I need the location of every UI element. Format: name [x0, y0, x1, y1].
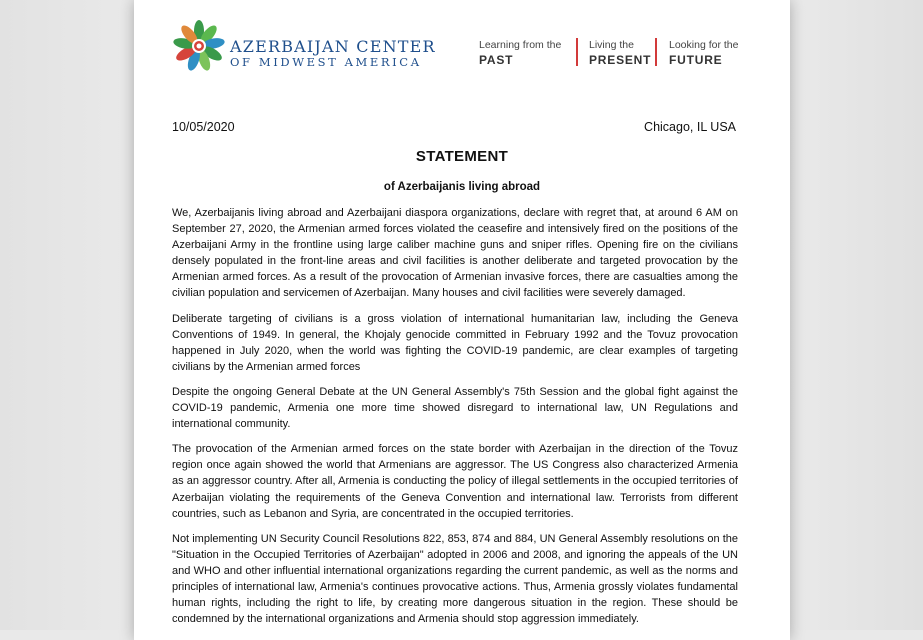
tagline-present-big: PRESENT — [589, 53, 652, 67]
statement-location: Chicago, IL USA — [644, 120, 736, 134]
document-subtitle: of Azerbaijanis living abroad — [383, 181, 541, 193]
tagline-divider — [655, 38, 657, 66]
statement-document — [134, 0, 790, 640]
flower-logo-icon — [171, 18, 227, 74]
paragraph: Despite the ongoing General Debate at the UN General Assembly's 75th Session and the global fight against the COVID-19 pandemic, Armenia one more time showed disregard to international law, UN Regulations and international community. — [172, 385, 738, 431]
tagline-future-small: Looking for the — [669, 39, 739, 51]
organization-name — [230, 38, 436, 69]
statement-body — [172, 205, 738, 636]
tagline-present — [589, 38, 651, 68]
tagline-past-small: Learning from the — [479, 39, 562, 51]
tagline-divider — [576, 38, 578, 66]
paragraph: The provocation of the Armenian armed forces on the state border with Azerbaijan in the direction of the Tovuz region once again showed the world that Armenians are aggressor. The US Congress also characterized Armenia as an aggressor country. After all, Armenia is conducting the policy of illegal settlements in the occupied territories of Azerbaijan violating the requirements of the Geneva Convention and international law. Terrorists from different countries, such as Lebanon and Syria, are concentrated in the occupied territories. — [172, 443, 738, 520]
document-title: STATEMENT — [415, 148, 509, 165]
letterhead — [134, 0, 790, 90]
tagline-present-small: Living the — [589, 39, 634, 51]
tagline-past — [479, 38, 561, 68]
paragraph: We, Azerbaijanis living abroad and Azerbaijani diaspora organizations, declare with regret that, at around 6 AM on September 27, 2020, the Armenian armed forces violated the ceasefire and intensively fired on the positions of the Azerbaijani Army in the frontline using large caliber machine guns and sniper rifles. Opening fire on the civilians densely populated in the front-line areas and civil facilities is another deliberate and targeted provocation by the Armenian armed forces. As a result of the provocation of Armenian invasive forces, there are casualties among the civilian population and servicemen of Azerbaijan. Many houses and civil facilities were severely damaged. — [172, 207, 738, 300]
tagline-future — [669, 38, 738, 68]
org-name-line-2: OF MIDWEST AMERICA — [230, 55, 422, 69]
org-name-line-1: AZERBAIJAN CENTER — [230, 37, 436, 56]
statement-date: 10/05/2020 — [172, 120, 235, 134]
tagline-past-big: PAST — [479, 53, 514, 67]
paragraph: Deliberate targeting of civilians is a gross violation of international humanitarian law, including the Geneva Conventions of 1949. In general, the Khojaly genocide committed in February 1992 and the Tovuz provocation happened in July 2020, when the world was fighting the COVID-19 pandemic, are clear examples of targeting civilians by the Armenian armed forces — [172, 312, 738, 373]
tagline-future-big: FUTURE — [669, 53, 723, 67]
paragraph: Not implementing UN Security Council Resolutions 822, 853, 874 and 884, UN General Assembly resolutions on the "Situation in the Occupied Territories of Azerbaijan" adopted in 2006 and 2008, and ignoring the appeals of the UN and WHO and other influential international organizations regarding the current pandemic, as well as the norms and principles of international law, Armenia's continues provocative actions. Thus, Armenia grossly violates fundamental human rights, including the right to life, by creating more dangerous situation in the region. These should be condemned by the international organizations and Armenia should stop aggression immediately. — [172, 532, 738, 626]
